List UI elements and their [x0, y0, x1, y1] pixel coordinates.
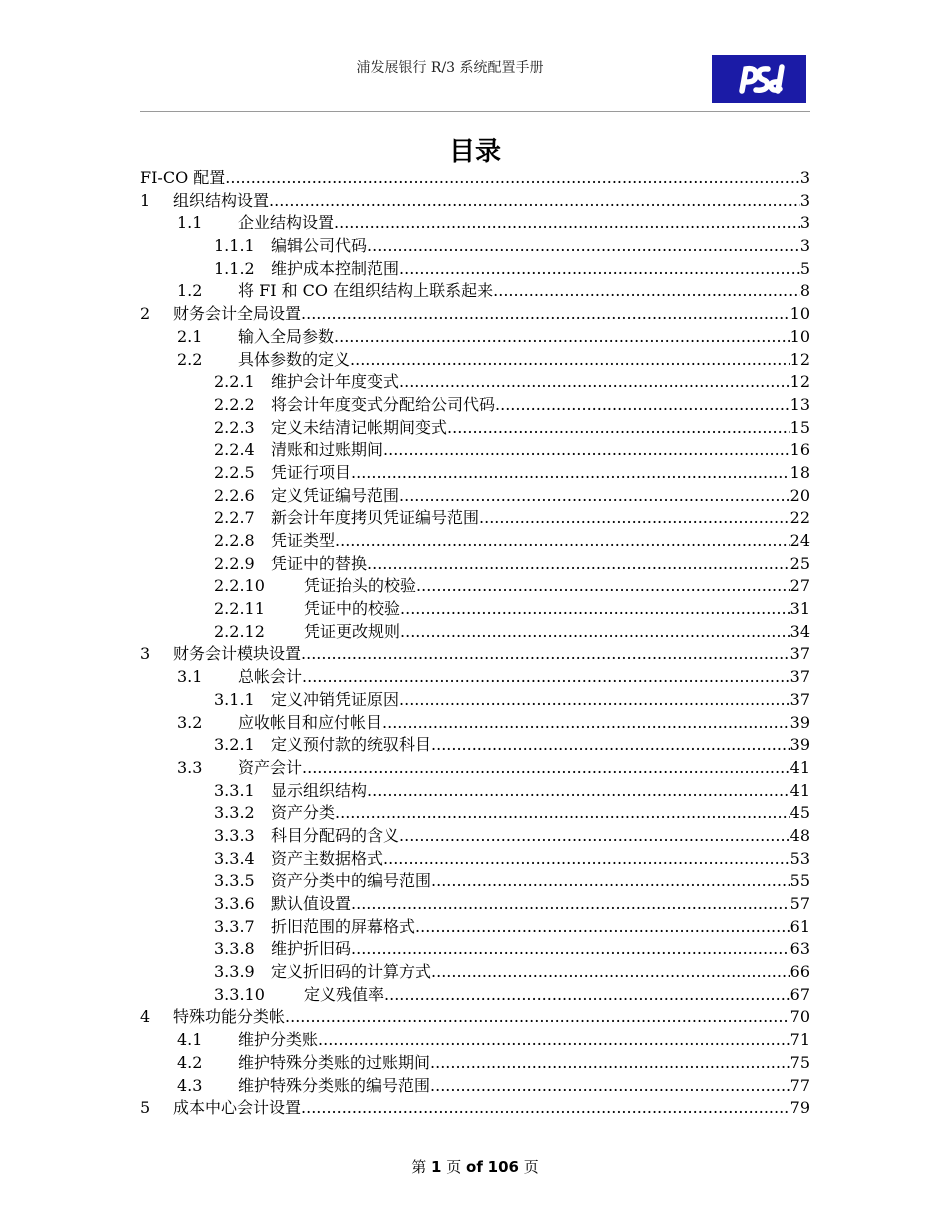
toc-entry[interactable]	[140, 916, 810, 939]
toc-entry-title: 维护分类账	[238, 1030, 319, 1050]
toc-entry-page: 61	[789, 916, 810, 936]
toc-dot-leader	[301, 643, 790, 666]
toc-entry[interactable]	[140, 734, 810, 757]
toc-dot-leader	[399, 825, 790, 848]
footer-suffix: 页	[523, 1158, 539, 1176]
toc-entry[interactable]	[140, 326, 810, 349]
toc-entry-title: 具体参数的定义	[238, 349, 351, 369]
toc-dot-leader	[302, 757, 790, 780]
toc-entry-number: 2.2.5	[214, 462, 255, 482]
toc-entry-page: 57	[789, 894, 810, 913]
toc-entry-page: 10	[789, 304, 810, 324]
toc-entry-number: 2.2.1	[214, 372, 255, 392]
toc-entry-number: 3.3.9	[214, 962, 255, 982]
toc-entry-title: 资产分类中的编号范围	[271, 871, 432, 891]
toc-entry-number: 1	[140, 190, 151, 210]
toc-entry-number: 1.1.2	[214, 258, 255, 278]
footer-of-word: of	[466, 1158, 483, 1176]
toc-entry-number: 2.2.4	[214, 440, 255, 460]
toc-entry-page: 37	[789, 689, 810, 709]
toc-entry[interactable]	[140, 1097, 810, 1120]
toc-entry-number: 3.3.3	[214, 825, 255, 845]
toc-dot-leader	[431, 734, 790, 757]
toc-entry-number: 3.2	[177, 712, 203, 732]
toc-entry-title: 凭证中的校验	[304, 599, 401, 619]
toc-entry-page: 5	[799, 258, 810, 278]
toc-entry[interactable]	[140, 802, 810, 825]
toc-entry-title: 财务会计模块设置	[173, 644, 302, 664]
toc-entry[interactable]	[140, 258, 810, 281]
toc-entry-title: 企业结构设置	[238, 213, 335, 233]
toc-entry-title: 凭证行项目	[271, 462, 352, 482]
toc-entry[interactable]	[140, 938, 810, 961]
toc-entry-title: 资产会计	[238, 757, 303, 777]
toc-entry[interactable]	[140, 870, 810, 893]
toc-entry-title: 维护折旧码	[271, 939, 352, 959]
toc-entry-page: 12	[789, 349, 810, 369]
toc-entry-number: 3	[140, 644, 151, 664]
toc-entry-page: 8	[799, 281, 810, 301]
toc-entry-page: 63	[789, 939, 810, 959]
toc-dot-leader	[399, 485, 790, 508]
toc-entry-title: 凭证更改规则	[304, 621, 401, 641]
toc-entry[interactable]	[140, 848, 810, 871]
toc-entry-number: 2.2.3	[214, 417, 255, 437]
toc-entry-title: 凭证中的替换	[271, 553, 368, 573]
toc-entry-page: 75	[789, 1052, 810, 1072]
toc-entry-title: 折旧范围的屏幕格式	[271, 916, 416, 936]
toc-entry-number: 2.2.9	[214, 553, 255, 573]
toc-entry-page: 41	[789, 757, 810, 777]
toc-dot-leader	[383, 848, 790, 871]
toc-dot-leader	[269, 190, 800, 213]
toc-entry-title: 将会计年度变式分配给公司代码	[271, 394, 496, 414]
toc-entry[interactable]	[140, 689, 810, 712]
toc-dot-leader	[367, 553, 790, 576]
toc-entry-page: 22	[789, 508, 810, 528]
toc-dot-leader	[285, 1006, 790, 1029]
toc-entry[interactable]	[140, 643, 810, 666]
toc-dot-leader	[400, 598, 790, 621]
toc-entry-number: 4.2	[177, 1052, 203, 1072]
toc-entry-number: 2.2.8	[214, 531, 255, 550]
page-footer	[0, 1156, 950, 1177]
toc-entry-title: 默认值设置	[271, 894, 352, 913]
toc-entry-title: 定义预付款的统驭科目	[271, 735, 432, 755]
toc-dot-leader	[493, 280, 800, 303]
toc-entry[interactable]	[140, 349, 810, 372]
toc-entry[interactable]	[140, 666, 810, 689]
toc-entry-number: 3.3.7	[214, 916, 255, 936]
toc-entry-number: 1.1.1	[214, 236, 255, 256]
toc-entry-title: 定义折旧码的计算方式	[271, 962, 432, 982]
toc-entry[interactable]	[140, 462, 810, 485]
toc-entry[interactable]	[140, 190, 810, 213]
toc-entry-page: 3	[799, 190, 810, 210]
toc-entry-page: 3	[799, 168, 810, 187]
toc-entry-page: 48	[789, 825, 810, 845]
toc-entry-page: 71	[789, 1030, 810, 1050]
toc-dot-leader	[416, 575, 790, 598]
toc-entry-page: 45	[789, 803, 810, 823]
toc-entry[interactable]	[140, 439, 810, 462]
toc-entry[interactable]	[140, 485, 810, 508]
toc-entry-page: 55	[789, 871, 810, 891]
toc-entry-page: 12	[789, 372, 810, 392]
toc-entry[interactable]	[140, 575, 810, 598]
toc-dot-leader	[335, 802, 790, 825]
toc-entry-title: 财务会计全局设置	[173, 304, 302, 324]
toc-entry-number: 3.3.8	[214, 939, 255, 959]
toc-dot-leader	[431, 961, 790, 984]
toc-entry-page: 66	[789, 962, 810, 982]
toc-entry-number: 2.1	[177, 326, 203, 346]
toc-entry-number: 3.1.1	[214, 689, 255, 709]
toc-entry-number: 3.3.5	[214, 871, 255, 891]
toc-entry-page: 20	[789, 485, 810, 505]
toc-entry-page: 15	[789, 417, 810, 437]
toc-entry-title: 凭证抬头的校验	[304, 576, 417, 596]
toc-entry-page: 37	[789, 667, 810, 687]
header-title: 浦发展银行 R/3 系统配置手册	[356, 60, 544, 76]
toc-entry-page: 39	[789, 735, 810, 755]
toc-dot-leader	[430, 1052, 790, 1075]
toc-title: 目录	[448, 137, 501, 167]
toc-dot-leader	[415, 916, 790, 939]
toc-dot-leader	[351, 938, 790, 961]
toc-dot-leader	[447, 417, 790, 440]
toc-entry-title: 资产主数据格式	[271, 848, 384, 868]
toc-dot-leader	[335, 530, 790, 553]
toc-entry-page: 70	[789, 1007, 810, 1027]
toc-entry-number: 5	[140, 1098, 151, 1118]
toc-entry-title: 输入全局参数	[238, 326, 335, 346]
toc-entry-page: 3	[799, 236, 810, 256]
toc-entry-number: 3.3.4	[214, 848, 255, 868]
toc-dot-leader	[301, 1097, 790, 1120]
toc-entry[interactable]	[140, 961, 810, 984]
toc-entry[interactable]	[140, 598, 810, 621]
toc-dot-leader	[400, 621, 790, 644]
toc-entry[interactable]	[140, 1029, 810, 1052]
footer-prefix: 第	[411, 1158, 427, 1176]
toc-dot-leader	[301, 303, 790, 326]
toc-entry-number: 4.1	[177, 1030, 203, 1050]
toc-dot-leader	[479, 507, 790, 530]
toc-entry-page: 10	[789, 326, 810, 346]
toc-entry-page: 3	[799, 213, 810, 233]
toc-entry-number: 2.2.11	[214, 599, 265, 619]
toc-dot-leader	[431, 870, 790, 893]
toc-entry-title: 维护特殊分类账的过账期间	[238, 1052, 431, 1072]
toc-entry-page: 24	[789, 531, 810, 550]
toc-dot-leader	[382, 712, 790, 735]
toc-dot-leader	[351, 893, 790, 916]
toc-entry-title: 显示组织结构	[271, 780, 368, 800]
toc-entry-number: 3.2.1	[214, 735, 255, 755]
toc-dot-leader	[302, 666, 790, 689]
toc-entry-title: 成本中心会计设置	[173, 1098, 302, 1118]
toc-entry-title: 组织结构设置	[173, 190, 270, 210]
header-divider	[140, 111, 810, 112]
toc-entry-page: 13	[789, 394, 810, 414]
toc-entry-page: 53	[789, 848, 810, 868]
toc-entry-title: 应收帐目和应付帐目	[238, 712, 383, 732]
toc-entry-title: 清账和过账期间	[271, 440, 384, 460]
footer-current-page: 1	[431, 1158, 442, 1176]
toc-entry[interactable]	[140, 621, 810, 644]
toc-entry-page: 18	[789, 462, 810, 482]
toc-entry[interactable]	[140, 417, 810, 440]
toc-dot-leader	[495, 394, 790, 417]
toc-entry-title: 科目分配码的含义	[271, 825, 400, 845]
toc-entry-number: 3.3	[177, 757, 203, 777]
toc-entry[interactable]	[140, 825, 810, 848]
toc-entry[interactable]	[140, 235, 810, 258]
toc-entry-title: 维护会计年度变式	[271, 372, 400, 392]
toc-entry-number: 3.1	[177, 667, 203, 687]
toc-dot-leader	[350, 349, 790, 372]
toc-entry[interactable]	[140, 371, 810, 394]
toc-entry-title: 凭证类型	[271, 531, 336, 550]
footer-total-pages: 106	[487, 1158, 519, 1176]
toc-entry[interactable]	[140, 984, 810, 1007]
toc-dot-leader	[399, 258, 800, 281]
toc-entry-title: 定义残值率	[304, 984, 385, 1004]
toc-entry[interactable]	[140, 280, 810, 303]
toc-entry[interactable]	[140, 394, 810, 417]
toc-entry-title: 编辑公司代码	[271, 236, 368, 256]
toc-entry[interactable]	[140, 1052, 810, 1075]
toc-entry-number: 2.2.6	[214, 485, 255, 505]
toc-entry[interactable]	[140, 167, 810, 190]
toc-entry-number: 3.3.2	[214, 803, 255, 823]
toc-entry-page: 67	[789, 984, 810, 1004]
toc-entry[interactable]	[140, 303, 810, 326]
toc-entry-number: 4	[140, 1007, 151, 1027]
toc-entry-number: 3.3.10	[214, 984, 265, 1004]
toc-entry-number: 2	[140, 304, 151, 324]
toc-entry-page: 31	[789, 599, 810, 619]
toc-dot-leader	[367, 780, 790, 803]
toc-entry-page: 41	[789, 780, 810, 800]
toc-entry[interactable]	[140, 212, 810, 235]
toc-entry-number: 2.2.12	[214, 621, 265, 641]
toc-entry[interactable]	[140, 780, 810, 803]
toc-dot-leader	[334, 326, 790, 349]
toc-entry-page: 25	[789, 553, 810, 573]
toc-entry-page: 16	[789, 440, 810, 460]
toc-entry-number: 2.2	[177, 349, 203, 369]
toc-entry-title: 维护成本控制范围	[271, 258, 400, 278]
toc-entry-page: 77	[789, 1075, 810, 1095]
toc-entry-title: 定义冲销凭证原因	[271, 689, 400, 709]
toc-dot-leader	[225, 167, 800, 190]
toc-entry[interactable]	[140, 1006, 810, 1029]
toc-dot-leader	[399, 689, 790, 712]
toc-entry-title: 将 FI 和 CO 在组织结构上联系起来	[238, 281, 494, 301]
toc-entry-title: 总帐会计	[238, 667, 303, 687]
footer-page-word: 页	[446, 1158, 462, 1176]
toc-entry-page: 37	[789, 644, 810, 664]
toc-entry-number: 2.2.2	[214, 394, 255, 414]
toc-entry-title: 特殊功能分类帐	[173, 1007, 286, 1027]
toc-entry-number: 1.2	[177, 281, 203, 301]
toc-entry[interactable]	[140, 712, 810, 735]
toc-entry[interactable]	[140, 507, 810, 530]
toc-dot-leader	[383, 439, 790, 462]
toc-dot-leader	[430, 1075, 790, 1098]
toc-entry-title: 维护特殊分类账的编号范围	[238, 1075, 431, 1095]
toc-entry-number: 4.3	[177, 1075, 203, 1095]
toc-entry[interactable]	[140, 530, 810, 553]
toc-entry[interactable]	[140, 1075, 810, 1098]
toc-entry-number: 2.2.10	[214, 576, 265, 596]
toc-dot-leader	[334, 212, 800, 235]
toc-entry-title: 定义未结清记帐期间变式	[271, 417, 448, 437]
toc-entry[interactable]	[140, 553, 810, 576]
toc-entry[interactable]	[140, 757, 810, 780]
toc-entry-page: 79	[789, 1098, 810, 1118]
toc-entry-title: 新会计年度拷贝凭证编号范围	[271, 508, 480, 528]
toc-entry-page: 27	[789, 576, 810, 596]
toc-dot-leader	[367, 235, 800, 258]
toc-dot-leader	[384, 984, 790, 1007]
toc-entry-number: 3.3.6	[214, 894, 255, 913]
toc-dot-leader	[318, 1029, 790, 1052]
table-of-contents	[140, 167, 810, 1120]
toc-entry[interactable]	[140, 893, 810, 916]
toc-dot-leader	[399, 371, 790, 394]
spdb-logo-icon	[712, 55, 806, 103]
toc-dot-leader	[351, 462, 790, 485]
toc-entry-page: 39	[789, 712, 810, 732]
toc-entry-number: 1.1	[177, 213, 203, 233]
toc-entry-number: 3.3.1	[214, 780, 255, 800]
toc-entry-page: 34	[789, 621, 810, 641]
toc-entry-number: 2.2.7	[214, 508, 255, 528]
toc-entry-title: 定义凭证编号范围	[271, 485, 400, 505]
toc-entry-title: 资产分类	[271, 803, 336, 823]
toc-entry-title: FI-CO 配置	[140, 168, 226, 187]
